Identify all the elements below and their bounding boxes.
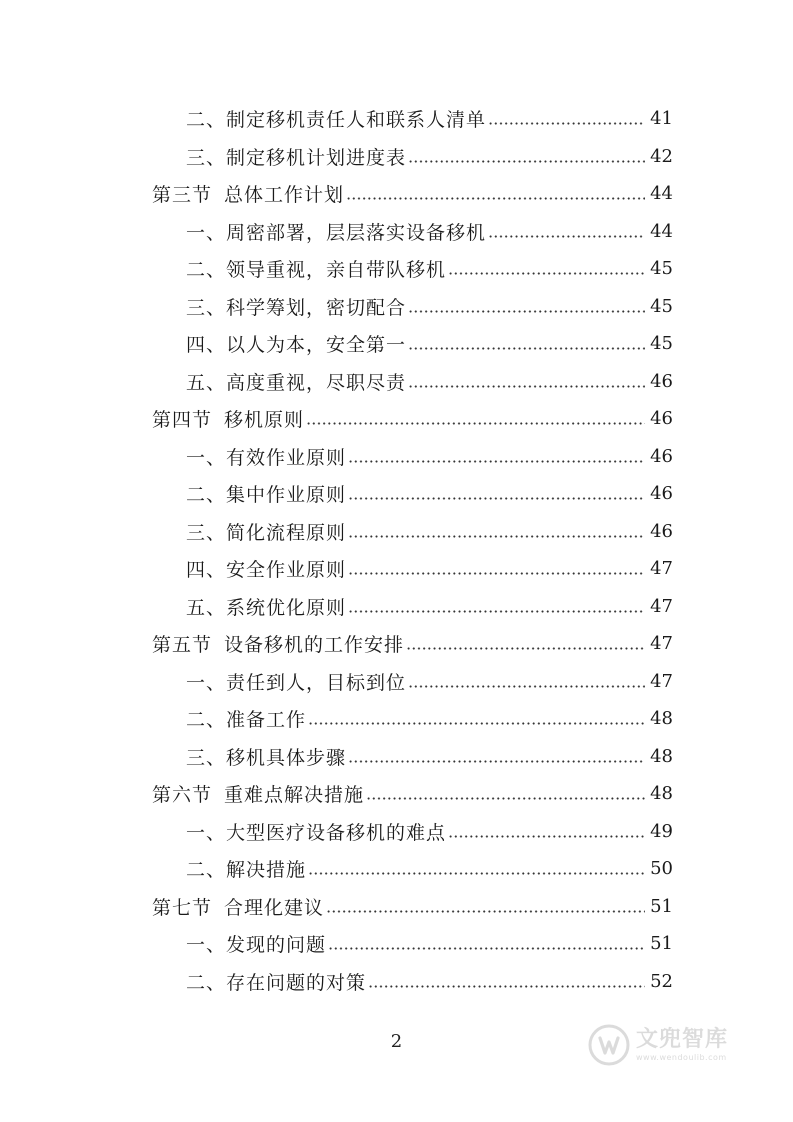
toc-entry-title: 一、周密部署，层层落实设备移机 — [186, 221, 487, 244]
toc-entry-label — [186, 330, 406, 357]
watermark — [588, 1020, 748, 1070]
toc-entry-label — [186, 293, 406, 320]
toc-entry-label — [186, 855, 306, 882]
table-of-contents — [0, 100, 793, 1000]
toc-page-number: 48 — [650, 783, 673, 805]
toc-section-entry[interactable] — [0, 400, 793, 438]
watermark-title: 文兜智库 — [636, 1026, 729, 1052]
toc-subsection-entry[interactable] — [0, 588, 793, 626]
toc-page-number: 45 — [650, 295, 673, 317]
toc-entry-label — [186, 593, 346, 620]
toc-entry-label — [186, 743, 346, 770]
toc-page-number: 50 — [650, 858, 673, 880]
toc-entry-title: 三、科学筹划，密切配合 — [186, 296, 407, 319]
toc-dot-leader — [348, 497, 645, 500]
toc-page-number: 52 — [650, 970, 673, 992]
toc-page-number: 47 — [650, 670, 673, 692]
toc-entry-title: 三、简化流程原则 — [186, 521, 347, 544]
toc-page-number: 46 — [650, 370, 673, 392]
toc-entry-title: 五、高度重视，尽职尽责 — [186, 371, 407, 394]
watermark-text — [636, 1026, 729, 1062]
toc-dot-leader — [326, 910, 645, 913]
toc-dot-leader — [308, 722, 645, 725]
toc-entry-title: 一、有效作业原则 — [186, 446, 347, 469]
toc-page-number: 46 — [650, 483, 673, 505]
toc-dot-leader — [408, 160, 645, 163]
toc-subsection-entry[interactable] — [0, 813, 793, 851]
toc-page-number: 49 — [650, 820, 673, 842]
toc-subsection-entry[interactable] — [0, 288, 793, 326]
toc-entry-title: 四、安全作业原则 — [186, 559, 347, 582]
toc-section-entry[interactable] — [0, 775, 793, 813]
toc-subsection-entry[interactable] — [0, 850, 793, 888]
watermark-url: www.wendoulib.com — [636, 1052, 727, 1062]
toc-dot-leader — [488, 235, 645, 238]
toc-entry-label — [152, 180, 344, 207]
toc-entry-title: 二、领导重视，亲自带队移机 — [186, 259, 447, 282]
toc-page-number: 48 — [650, 708, 673, 730]
toc-page-number: 46 — [650, 445, 673, 467]
toc-dot-leader — [408, 385, 645, 388]
toc-page-number: 51 — [650, 933, 673, 955]
toc-page-number: 51 — [650, 895, 673, 917]
toc-entry-label — [186, 368, 406, 395]
toc-dot-leader — [366, 797, 645, 800]
toc-subsection-entry[interactable] — [0, 475, 793, 513]
toc-entry-label — [186, 443, 346, 470]
toc-section-entry[interactable] — [0, 625, 793, 663]
toc-entry-label — [152, 630, 404, 657]
page-number: 2 — [390, 1031, 403, 1052]
toc-dot-leader — [348, 572, 645, 575]
toc-entry-label — [152, 405, 304, 432]
toc-entry-label — [186, 518, 346, 545]
toc-entry-title: 合理化建议 — [224, 896, 325, 919]
toc-section-number: 第六节 — [152, 784, 213, 807]
toc-page-number: 47 — [650, 595, 673, 617]
toc-section-number: 第四节 — [152, 409, 213, 432]
toc-subsection-entry[interactable] — [0, 663, 793, 701]
toc-page-number: 47 — [650, 633, 673, 655]
toc-dot-leader — [348, 460, 645, 463]
toc-subsection-entry[interactable] — [0, 438, 793, 476]
toc-section-entry[interactable] — [0, 175, 793, 213]
toc-page-number: 45 — [650, 258, 673, 280]
toc-dot-leader — [406, 647, 645, 650]
toc-subsection-entry[interactable] — [0, 550, 793, 588]
toc-entry-title: 二、准备工作 — [186, 709, 307, 732]
toc-entry-title: 重难点解决措施 — [224, 784, 365, 807]
toc-page-number: 44 — [650, 183, 673, 205]
toc-entry-label — [186, 818, 446, 845]
toc-entry-label — [186, 480, 346, 507]
toc-dot-leader — [346, 197, 645, 200]
toc-section-number: 第五节 — [152, 634, 213, 657]
toc-entry-label — [186, 930, 326, 957]
toc-subsection-entry[interactable] — [0, 363, 793, 401]
toc-dot-leader — [308, 872, 645, 875]
toc-page-number: 44 — [650, 220, 673, 242]
toc-page-number: 46 — [650, 408, 673, 430]
toc-entry-title: 移机原则 — [224, 409, 305, 432]
toc-entry-title: 总体工作计划 — [224, 184, 345, 207]
toc-subsection-entry[interactable] — [0, 138, 793, 176]
toc-entry-label — [186, 668, 406, 695]
toc-entry-title: 三、制定移机计划进度表 — [186, 146, 407, 169]
toc-dot-leader — [348, 535, 645, 538]
toc-entry-title: 五、系统优化原则 — [186, 596, 347, 619]
toc-entry-title: 设备移机的工作安排 — [224, 634, 405, 657]
toc-entry-label — [186, 705, 306, 732]
toc-subsection-entry[interactable] — [0, 738, 793, 776]
toc-subsection-entry[interactable] — [0, 100, 793, 138]
toc-entry-label — [186, 968, 366, 995]
toc-subsection-entry[interactable] — [0, 963, 793, 1001]
toc-entry-label — [186, 255, 446, 282]
toc-dot-leader — [408, 310, 645, 313]
toc-dot-leader — [408, 685, 645, 688]
toc-dot-leader — [448, 835, 645, 838]
toc-entry-label — [186, 143, 406, 170]
toc-subsection-entry[interactable] — [0, 325, 793, 363]
toc-subsection-entry[interactable] — [0, 925, 793, 963]
toc-page-number: 45 — [650, 333, 673, 355]
toc-page-number: 46 — [650, 520, 673, 542]
toc-entry-title: 二、制定移机责任人和联系人清单 — [186, 109, 487, 132]
toc-dot-leader — [488, 122, 645, 125]
toc-entry-title: 四、以人为本，安全第一 — [186, 334, 407, 357]
toc-entry-title: 一、责任到人，目标到位 — [186, 671, 407, 694]
toc-section-number: 第七节 — [152, 896, 213, 919]
toc-dot-leader — [328, 947, 645, 950]
toc-dot-leader — [306, 422, 645, 425]
toc-entry-title: 二、存在问题的对策 — [186, 971, 367, 994]
toc-entry-label — [186, 105, 486, 132]
toc-entry-title: 三、移机具体步骤 — [186, 746, 347, 769]
toc-entry-label — [152, 780, 364, 807]
toc-subsection-entry[interactable] — [0, 250, 793, 288]
toc-entry-label — [186, 218, 486, 245]
toc-page-number: 41 — [650, 108, 673, 130]
toc-entry-label — [186, 555, 346, 582]
toc-entry-title: 一、发现的问题 — [186, 934, 327, 957]
toc-section-entry[interactable] — [0, 888, 793, 926]
toc-page-number: 47 — [650, 558, 673, 580]
toc-dot-leader — [448, 272, 645, 275]
toc-subsection-entry[interactable] — [0, 700, 793, 738]
toc-entry-title: 二、解决措施 — [186, 859, 307, 882]
toc-entry-title: 二、集中作业原则 — [186, 484, 347, 507]
toc-entry-label — [152, 893, 324, 920]
toc-dot-leader — [348, 610, 645, 613]
toc-section-number: 第三节 — [152, 184, 213, 207]
toc-dot-leader — [348, 760, 645, 763]
toc-page-number: 42 — [650, 145, 673, 167]
wendou-logo-icon — [588, 1024, 630, 1066]
toc-subsection-entry[interactable] — [0, 513, 793, 551]
toc-subsection-entry[interactable] — [0, 213, 793, 251]
toc-dot-leader — [368, 985, 645, 988]
toc-dot-leader — [408, 347, 645, 350]
toc-page-number: 48 — [650, 745, 673, 767]
toc-entry-title: 一、大型医疗设备移机的难点 — [186, 821, 447, 844]
